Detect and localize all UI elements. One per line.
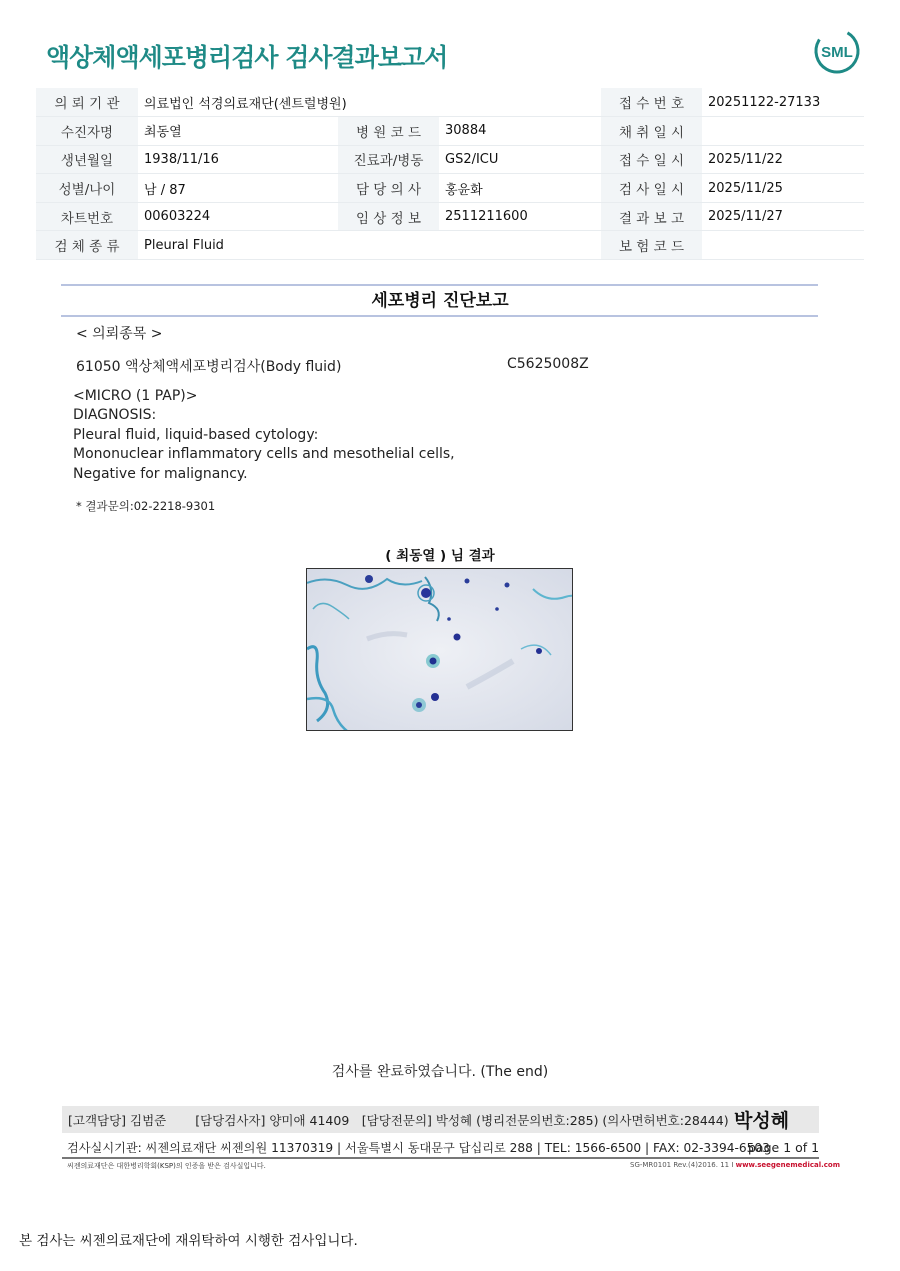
- value-hospital-code: 30884: [439, 117, 601, 146]
- value-insurance-code: [702, 231, 864, 260]
- value-collection-date: [702, 117, 864, 146]
- label-patient-name: 수진자명: [36, 117, 138, 146]
- sml-logo: [812, 26, 862, 76]
- label-report-date: 결 과 보 고: [601, 202, 702, 231]
- end-text: 검사를 완료하였습니다. (The end): [331, 1064, 549, 1080]
- label-collection-date: 채 취 일 시: [601, 117, 702, 146]
- finding-line: Negative for malignancy.: [73, 466, 248, 482]
- info-row-birth: [36, 145, 864, 174]
- section-rule-bottom: [61, 315, 818, 317]
- value-received-date: 2025/11/22: [702, 145, 864, 174]
- finding-line: DIAGNOSIS:: [73, 407, 157, 423]
- pathologist-signature: 박성혜: [734, 1110, 790, 1132]
- result-image-title: ( 최동열 ) 님 결과: [385, 548, 495, 564]
- value-report-date: 2025/11/27: [702, 202, 864, 231]
- patient-info-table: [36, 88, 864, 260]
- form-code: SG-MR0101 Rev.(4)2016. 11 I: [630, 1161, 736, 1169]
- value-accession-no: 20251122-27133: [702, 88, 864, 117]
- lab-info-line: 검사실시기관: 씨젠의료재단 씨젠의원 11370319 | 서울특별시 동대문구 답십리로 288 | TEL: 1566-6500 | FAX: 02-3394-6503: [67, 1141, 770, 1155]
- finding-line: <MICRO (1 PAP)>: [73, 388, 198, 404]
- document-code: [630, 1161, 840, 1169]
- request-item-code: C5625008Z: [507, 356, 589, 372]
- section-title: 세포병리 진단보고: [371, 291, 509, 311]
- label-physician: 담 당 의 사: [338, 174, 439, 203]
- website-link[interactable]: www.seegenemedical.com: [735, 1161, 841, 1169]
- value-department: GS2/ICU: [439, 145, 601, 174]
- label-sex-age: 성별/나이: [36, 174, 138, 203]
- value-clinical-info: 2511211600: [439, 202, 601, 231]
- label-hospital-code: 병 원 코 드: [338, 117, 439, 146]
- value-institution: 의료법인 석경의료재단(센트럴병원): [138, 88, 601, 117]
- label-clinical-info: 임 상 정 보: [338, 202, 439, 231]
- request-header: < 의뢰종목 >: [76, 326, 163, 342]
- label-insurance-code: 보 험 코 드: [601, 231, 702, 260]
- info-row-specimen: [36, 231, 864, 260]
- value-birth-date: 1938/11/16: [138, 145, 338, 174]
- label-accession-no: 접 수 번 호: [601, 88, 702, 117]
- value-specimen-type: Pleural Fluid: [138, 231, 601, 260]
- label-chart-no: 차트번호: [36, 202, 138, 231]
- label-department: 진료과/병동: [338, 145, 439, 174]
- finding-line: Mononuclear inflammatory cells and mesothelial cells,: [73, 446, 455, 462]
- value-patient-name: 최동열: [138, 117, 338, 146]
- label-test-date: 검 사 일 시: [601, 174, 702, 203]
- value-physician: 홍윤화: [439, 174, 601, 203]
- outsourcing-note: 본 검사는 씨젠의료재단에 재위탁하여 시행한 검사입니다.: [19, 1233, 358, 1249]
- request-item-name: 61050 액상체액세포병리검사(Body fluid): [76, 359, 342, 375]
- info-row-patient: [36, 117, 864, 146]
- staff-line: [고객담당] 김범준 [담당검사자] 양미애 41409 [담당전문의] 박성혜 (병리전문의번호:285) (의사면허번호:28444): [62, 1106, 819, 1133]
- value-sex-age: 남 / 87: [138, 174, 338, 203]
- value-test-date: 2025/11/25: [702, 174, 864, 203]
- cytology-slide-image: [306, 568, 573, 731]
- contact-note: * 결과문의:02-2218-9301: [76, 499, 216, 513]
- info-row-sex-age: [36, 174, 864, 203]
- report-title: 액상체액세포병리검사 검사결과보고서: [46, 43, 448, 72]
- label-specimen-type: 검 체 종 류: [36, 231, 138, 260]
- label-institution: 의 뢰 기 관: [36, 88, 138, 117]
- value-chart-no: 00603224: [138, 202, 338, 231]
- label-received-date: 접 수 일 시: [601, 145, 702, 174]
- footer-rule: [62, 1157, 819, 1159]
- finding-line: Pleural fluid, liquid-based cytology:: [73, 427, 319, 443]
- logo-text: SML: [821, 44, 853, 61]
- certification-note: 씨젠의료재단은 대한병리학회(KSP)의 인증을 받은 검사실입니다.: [67, 1162, 266, 1170]
- page-indicator: page 1 of 1: [748, 1140, 820, 1155]
- info-row-chart: [36, 202, 864, 231]
- info-row-institution: [36, 88, 864, 117]
- label-birth-date: 생년월일: [36, 145, 138, 174]
